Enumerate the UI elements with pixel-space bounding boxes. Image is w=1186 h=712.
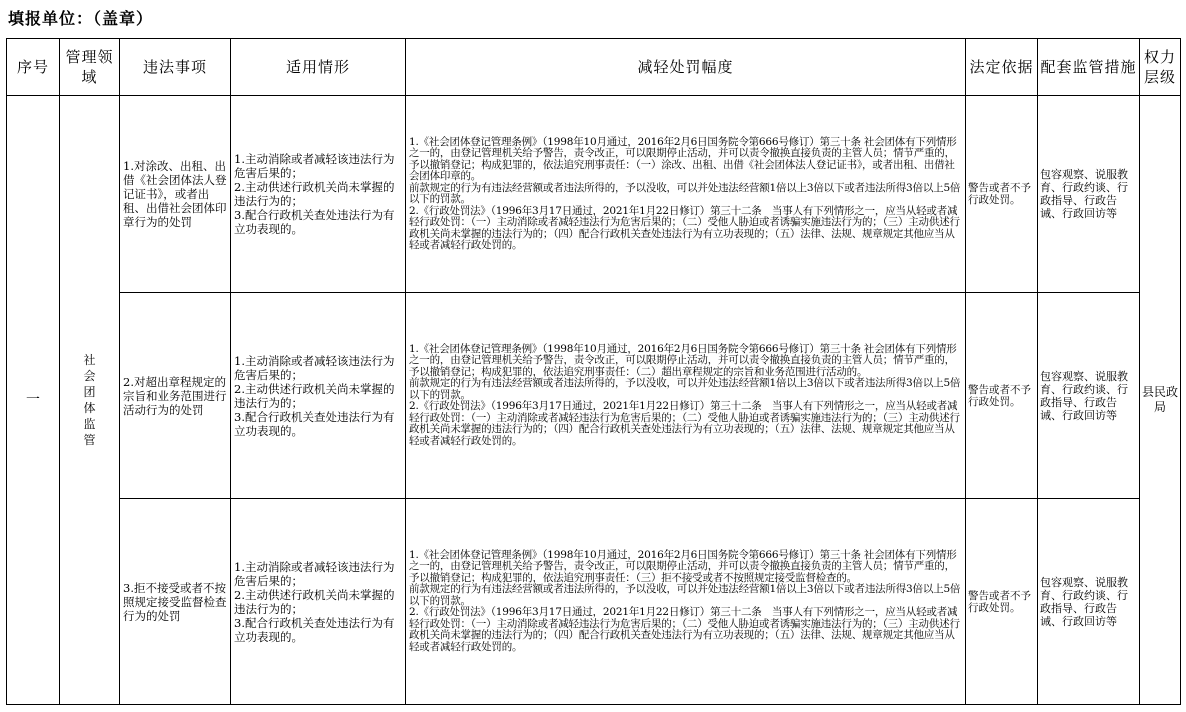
col-header-degree: 减轻处罚幅度: [406, 39, 966, 96]
mitigation-degree: [406, 96, 966, 293]
degree-paragraph: 2.《行政处罚法》（1996年3月17日通过，2021年1月22日修订）第三十二条 当事人有下列情形之一，应当从轻或者减轻行政处罚：（一）主动消除或者减轻违法行为危害后果的；（二）受他人胁迫或者诱骗实施违法行为的；（三）主动供述行政机关尚未掌握的违法行为的；（四）配合行政机关查处违法行为有立功表现的；（五）法律、法规、规章规定其他应当从轻或者减轻行政处罚的。: [409, 204, 960, 251]
degree-paragraph: 1.《社会团体登记管理条例》（1998年10月通过，2016年2月6日国务院令第666号修订）第三十条 社会团体有下列情形之一的，由登记管理机关给予警告，责令改正，可以限期停止活动，并可以责令撤换直接负责的主管人员；情节严重的，予以撤销登记；构成犯罪的，依法追究刑事责任：（二）超出章程规定的宗旨和业务范围进行活动的。: [409, 342, 957, 378]
violation-matter: 2.对超出章程规定的宗旨和业务范围进行活动行为的处罚: [120, 293, 231, 499]
condition-item: 2.主动供述行政机关尚未掌握的违法行为的；: [234, 587, 395, 616]
degree-paragraph: 前款规定的行为有违法经营额或者违法所得的，予以没收，可以并处违法经营额1倍以上3倍以下或者违法所得3倍以上5倍以下的罚款。: [409, 583, 961, 607]
col-header-matter: 违法事项: [120, 39, 231, 96]
col-header-measures: 配套监管措施: [1038, 39, 1140, 96]
col-header-basis: 法定依据: [966, 39, 1038, 96]
col-header-condition: 适用情形: [231, 39, 406, 96]
group-domain-text: 社会团体监管: [83, 353, 96, 447]
mitigation-degree: [406, 499, 966, 705]
condition-item: 3.配合行政机关查处违法行为有立功表现的。: [234, 409, 395, 438]
condition-item: 2.主动供述行政机关尚未掌握的违法行为的；: [234, 381, 395, 410]
col-header-domain: 管理领域: [60, 39, 120, 96]
supervision-measures: 包容观察、说服教育、行政约谈、行政指导、行政告诫、行政回访等: [1038, 96, 1140, 293]
violation-matter: 1.对涂改、出租、出借《社会团体法人登记证书》，或者出租、出借社会团体印章行为的处罚: [120, 96, 231, 293]
supervision-measures: 包容观察、说服教育、行政约谈、行政指导、行政告诫、行政回访等: [1038, 499, 1140, 705]
violation-matter: 3.拒不接受或者不按照规定接受监督检查行为的处罚: [120, 499, 231, 705]
degree-paragraph: 2.《行政处罚法》（1996年3月17日通过，2021年1月22日修订）第三十二条 当事人有下列情形之一，应当从轻或者减轻行政处罚：（一）主动消除或者减轻违法行为危害后果的；（二）受他人胁迫或者诱骗实施违法行为的；（三）主动供述行政机关尚未掌握的违法行为的；（四）配合行政机关查处违法行为有立功表现的；（五）法律、法规、规章规定其他应当从轻或者减轻行政处罚的。: [409, 606, 960, 653]
applicable-conditions: [231, 96, 406, 293]
degree-paragraph: 前款规定的行为有违法经营额或者违法所得的，予以没收，可以并处违法经营额1倍以上3倍以下或者违法所得3倍以上5倍以下的罚款。: [409, 181, 961, 205]
condition-item: 1.主动消除或者减轻该违法行为危害后果的；: [234, 559, 395, 588]
condition-item: 2.主动供述行政机关尚未掌握的违法行为的；: [234, 180, 395, 208]
legal-basis: 警告或者不予行政处罚。: [966, 293, 1038, 499]
condition-item: 3.配合行政机关查处违法行为有立功表现的。: [234, 208, 395, 236]
mitigation-degree: [406, 293, 966, 499]
degree-paragraph: 1.《社会团体登记管理条例》（1998年10月通过，2016年2月6日国务院令第666号修订）第三十条 社会团体有下列情形之一的，由登记管理机关给予警告，责令改正，可以限期停止活动，并可以责令撤换直接负责的主管人员；情节严重的，予以撤销登记；构成犯罪的，依法追究刑事责任：（一）涂改、出租、出借《社会团体法人登记证书》，或者出租、出借社会团体印章的。: [409, 135, 957, 182]
legal-basis: 警告或者不予行政处罚。: [966, 499, 1038, 705]
condition-item: 1.主动消除或者减轻该违法行为危害后果的；: [234, 353, 395, 382]
table-row: [7, 499, 1181, 705]
col-header-seq: 序号: [7, 39, 60, 96]
condition-item: 3.配合行政机关查处违法行为有立功表现的。: [234, 615, 395, 644]
group-domain: [60, 96, 120, 705]
group-seq: 一: [7, 96, 60, 705]
applicable-conditions: [231, 293, 406, 499]
legal-basis: 警告或者不予行政处罚。: [966, 96, 1038, 293]
degree-paragraph: 2.《行政处罚法》（1996年3月17日通过，2021年1月22日修订）第三十二条 当事人有下列情形之一，应当从轻或者减轻行政处罚：（一）主动消除或者减轻违法行为危害后果的；（二）受他人胁迫或者诱骗实施违法行为的；（三）主动供述行政机关尚未掌握的违法行为的；（四）配合行政机关查处违法行为有立功表现的；（五）法律、法规、规章规定其他应当从轻或者减轻行政处罚的。: [409, 400, 960, 447]
condition-item: 1.主动消除或者减轻该违法行为危害后果的；: [234, 152, 395, 180]
table-row: [7, 96, 1181, 293]
fill-unit-label: 填报单位：（盖章）: [8, 9, 154, 28]
degree-paragraph: 前款规定的行为有违法经营额或者违法所得的，予以没收，可以并处违法经营额1倍以上3倍以下或者违法所得3倍以上5倍以下的罚款。: [409, 377, 961, 401]
table-row: [7, 293, 1181, 499]
supervision-measures: 包容观察、说服教育、行政约谈、行政指导、行政告诫、行政回访等: [1038, 293, 1140, 499]
group-level: 县民政局: [1140, 96, 1181, 705]
col-header-level: 权力层级: [1140, 39, 1181, 96]
degree-paragraph: 1.《社会团体登记管理条例》（1998年10月通过，2016年2月6日国务院令第666号修订）第三十条 社会团体有下列情形之一的，由登记管理机关给予警告，责令改正，可以限期停止活动，并可以责令撤换直接负责的主管人员；情节严重的，予以撤销登记；构成犯罪的，依法追究刑事责任：（三）拒不接受或者不按照规定接受监督检查的。: [409, 548, 957, 584]
mitigation-table: [6, 38, 1181, 705]
table-header-row: [7, 39, 1181, 96]
applicable-conditions: [231, 499, 406, 705]
